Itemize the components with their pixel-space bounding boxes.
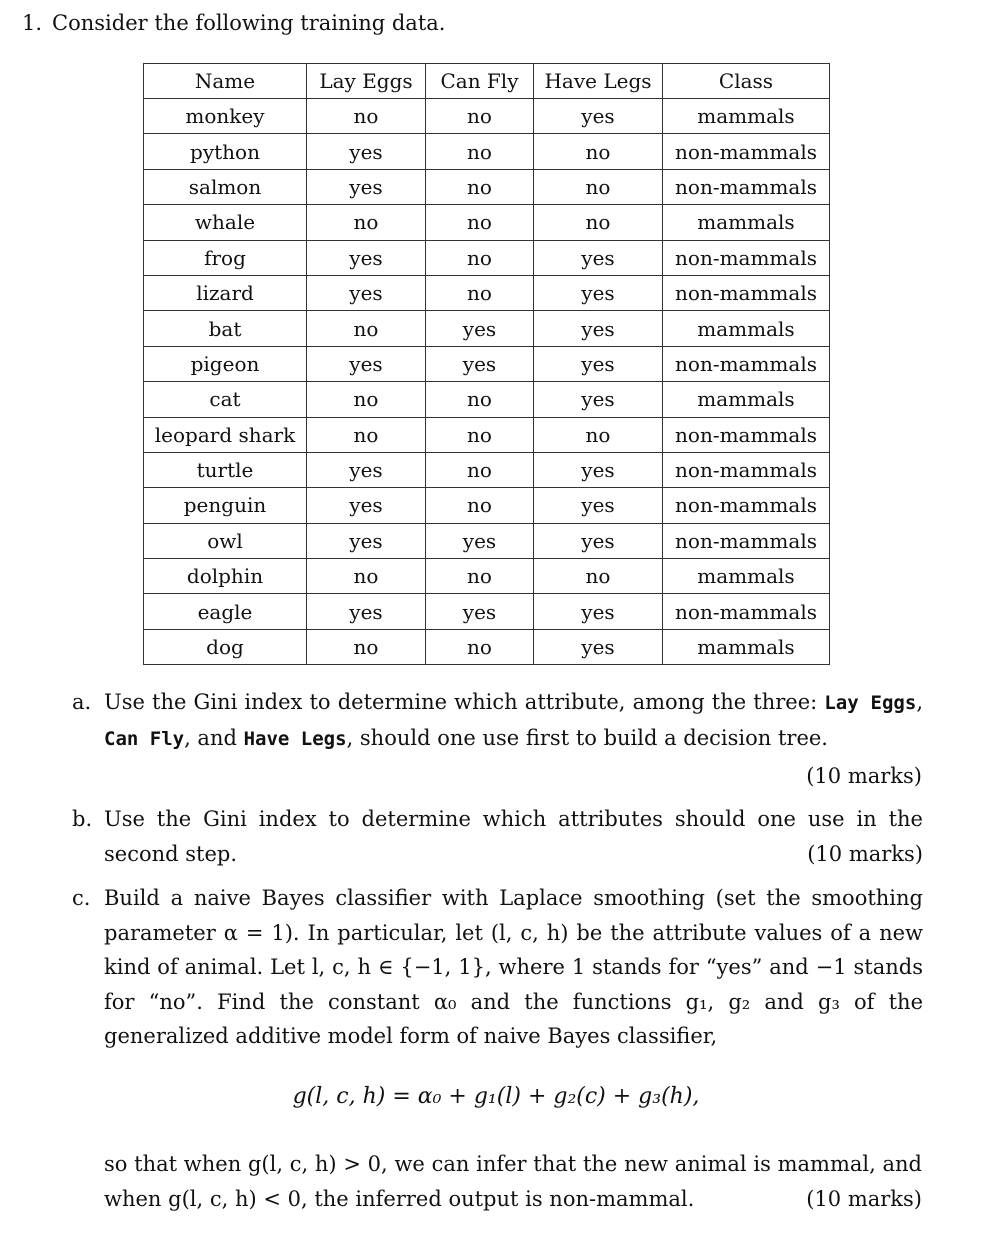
part-c-marks: (10 marks) (806, 1187, 922, 1211)
question-number: 1. (22, 11, 43, 35)
question-intro: Consider the following training data. (52, 11, 446, 35)
column-header-class: Class (663, 64, 830, 99)
cell-name: pigeon (144, 346, 307, 381)
part-c-text: Build a naive Bayes classifier with Laplace smoothing (set the smoothing parameter α = 1). In particular, let (l, c, h) be the attribute values of a new kind of animal. Let l, c, h ∈ {−1, 1}, where 1 stands for “yes” and −1 stands for “no”. Find the constant α₀ and the functions g₁, g₂ and g₃ of the generalized additive model form of naive Bayes classifier, (104, 886, 923, 1048)
cell-have-legs: yes (534, 311, 663, 346)
cell-name: cat (144, 382, 307, 417)
cell-lay-eggs: yes (307, 594, 426, 629)
cell-name: frog (144, 240, 307, 275)
cell-can-fly: yes (426, 594, 534, 629)
cell-class: non-mammals (663, 488, 830, 523)
cell-have-legs: yes (534, 488, 663, 523)
cell-class: non-mammals (663, 169, 830, 204)
cell-lay-eggs: yes (307, 134, 426, 169)
cell-have-legs: no (534, 417, 663, 452)
cell-name: bat (144, 311, 307, 346)
cell-lay-eggs: no (307, 382, 426, 417)
cell-have-legs: yes (534, 629, 663, 664)
cell-have-legs: no (534, 134, 663, 169)
cell-lay-eggs: yes (307, 523, 426, 558)
table-row (144, 99, 830, 134)
cell-have-legs: yes (534, 452, 663, 487)
cell-have-legs: yes (534, 275, 663, 310)
cell-can-fly: no (426, 205, 534, 240)
cell-have-legs: yes (534, 523, 663, 558)
cell-have-legs: no (534, 559, 663, 594)
part-a-label: a. (72, 690, 92, 714)
cell-name: turtle (144, 452, 307, 487)
cell-have-legs: yes (534, 382, 663, 417)
table-row (144, 205, 830, 240)
cell-class: mammals (663, 311, 830, 346)
cell-class: non-mammals (663, 452, 830, 487)
table-row (144, 134, 830, 169)
cell-class: mammals (663, 382, 830, 417)
cell-lay-eggs: yes (307, 346, 426, 381)
part-a-text-2: , should one use first to build a decision tree. (346, 725, 828, 750)
part-c-conclusion (104, 1147, 922, 1217)
part-b-body (104, 802, 923, 871)
cell-class: non-mammals (663, 240, 830, 275)
table-row (144, 417, 830, 452)
table-header-row (144, 64, 830, 99)
attribute-can-fly: Can Fly (104, 727, 185, 750)
cell-have-legs: no (534, 205, 663, 240)
part-a-body (104, 685, 923, 756)
part-b (72, 802, 923, 871)
cell-lay-eggs: yes (307, 275, 426, 310)
cell-can-fly: no (426, 169, 534, 204)
part-a (72, 685, 923, 756)
cell-lay-eggs: no (307, 205, 426, 240)
part-b-text: Use the Gini index to determine which attributes should one use in the second step. (104, 807, 923, 866)
cell-can-fly: no (426, 417, 534, 452)
cell-can-fly: yes (426, 523, 534, 558)
cell-name: lizard (144, 275, 307, 310)
cell-lay-eggs: yes (307, 452, 426, 487)
cell-have-legs: yes (534, 594, 663, 629)
column-header-have-legs: Have Legs (534, 64, 663, 99)
table-row (144, 311, 830, 346)
cell-can-fly: no (426, 629, 534, 664)
cell-can-fly: no (426, 382, 534, 417)
table-row (144, 382, 830, 417)
cell-have-legs: yes (534, 99, 663, 134)
cell-can-fly: yes (426, 346, 534, 381)
column-header-can-fly: Can Fly (426, 64, 534, 99)
cell-name: leopard shark (144, 417, 307, 452)
attribute-have-legs: Have Legs (243, 727, 347, 750)
table-row (144, 629, 830, 664)
cell-name: dog (144, 629, 307, 664)
part-b-marks: (10 marks) (807, 841, 923, 866)
cell-have-legs: no (534, 169, 663, 204)
table-row (144, 594, 830, 629)
cell-lay-eggs: no (307, 417, 426, 452)
training-data-table (143, 63, 830, 665)
table-row (144, 452, 830, 487)
cell-class: mammals (663, 559, 830, 594)
cell-name: owl (144, 523, 307, 558)
cell-can-fly: no (426, 452, 534, 487)
part-a-marks: (10 marks) (806, 764, 922, 788)
cell-name: monkey (144, 99, 307, 134)
part-c-label: c. (72, 886, 91, 910)
cell-name: eagle (144, 594, 307, 629)
cell-class: mammals (663, 99, 830, 134)
cell-can-fly: no (426, 134, 534, 169)
part-c-text-after: so that when g(l, c, h) > 0, we can infer that the new animal is mammal, and when g(l, c, h) < 0, the inferred output is non-mammal. (104, 1152, 922, 1211)
cell-lay-eggs: yes (307, 169, 426, 204)
cell-name: salmon (144, 169, 307, 204)
cell-lay-eggs: no (307, 311, 426, 346)
table-row (144, 346, 830, 381)
cell-name: whale (144, 205, 307, 240)
cell-lay-eggs: no (307, 99, 426, 134)
cell-class: non-mammals (663, 417, 830, 452)
cell-lay-eggs: no (307, 629, 426, 664)
table-row (144, 488, 830, 523)
cell-lay-eggs: yes (307, 488, 426, 523)
cell-class: non-mammals (663, 134, 830, 169)
cell-lay-eggs: no (307, 559, 426, 594)
table-row (144, 240, 830, 275)
part-c (72, 881, 923, 1054)
column-header-lay-eggs: Lay Eggs (307, 64, 426, 99)
cell-can-fly: no (426, 99, 534, 134)
question-header (22, 8, 445, 38)
cell-class: mammals (663, 629, 830, 664)
cell-can-fly: yes (426, 311, 534, 346)
cell-class: non-mammals (663, 346, 830, 381)
table-row (144, 169, 830, 204)
table-row (144, 523, 830, 558)
cell-class: non-mammals (663, 275, 830, 310)
cell-can-fly: no (426, 488, 534, 523)
cell-class: non-mammals (663, 523, 830, 558)
part-a-sep-2: , and (184, 725, 244, 750)
part-a-sep-1: , (916, 690, 923, 714)
cell-can-fly: no (426, 240, 534, 275)
part-a-text-1: Use the Gini index to determine which attribute, among the three: (104, 690, 825, 714)
cell-can-fly: no (426, 275, 534, 310)
cell-can-fly: no (426, 559, 534, 594)
cell-have-legs: yes (534, 240, 663, 275)
table-row (144, 559, 830, 594)
cell-name: penguin (144, 488, 307, 523)
cell-name: python (144, 134, 307, 169)
part-c-body (104, 881, 923, 1054)
part-b-label: b. (72, 807, 93, 831)
column-header-name: Name (144, 64, 307, 99)
cell-have-legs: yes (534, 346, 663, 381)
attribute-lay-eggs: Lay Eggs (824, 692, 917, 714)
table-row (144, 275, 830, 310)
gam-formula: g(l, c, h) = α₀ + g₁(l) + g₂(c) + g₃(h), (292, 1084, 700, 1109)
cell-name: dolphin (144, 559, 307, 594)
cell-class: mammals (663, 205, 830, 240)
cell-class: non-mammals (663, 594, 830, 629)
cell-lay-eggs: yes (307, 240, 426, 275)
table-body (144, 99, 830, 665)
